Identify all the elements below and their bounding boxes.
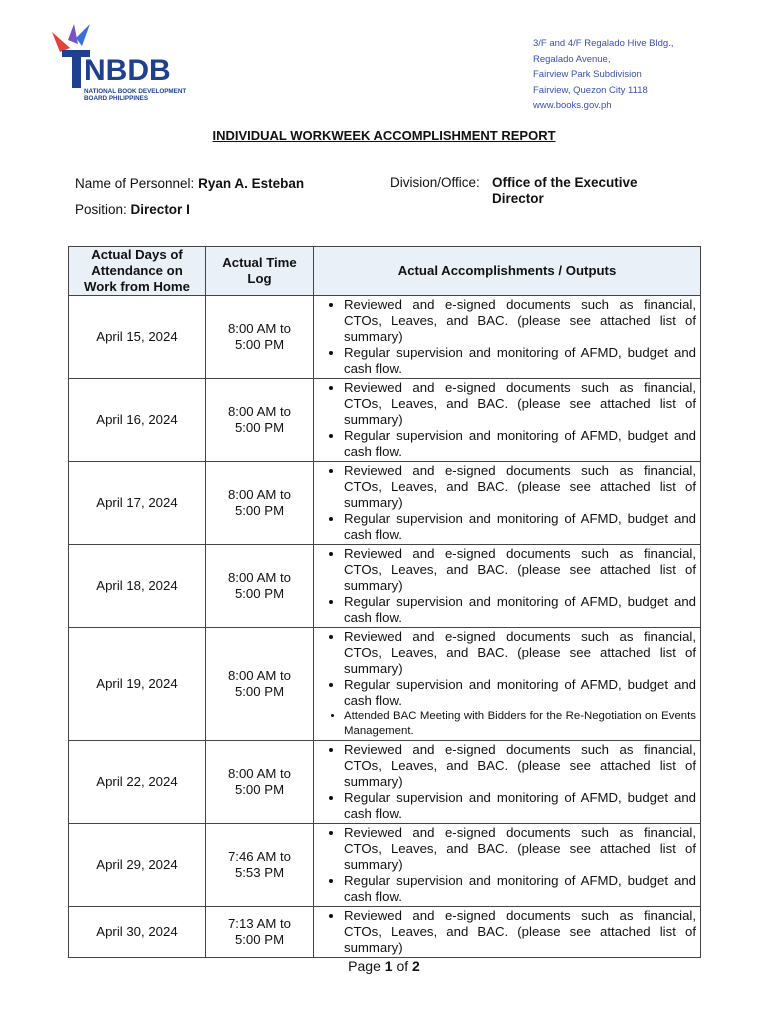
position-label: Position: <box>75 202 127 217</box>
accomplishment-item: • Regular supervision and monitoring of AFMD, budget and cash flow. <box>344 677 696 709</box>
row-accomplishments <box>314 824 701 907</box>
address-line: 3/F and 4/F Regalado Hive Bldg., <box>533 38 674 49</box>
position-value: Director I <box>130 202 190 217</box>
row-time-log: 8:00 AM to 5:00 PM <box>206 628 314 741</box>
accomplishment-item: • Regular supervision and monitoring of AFMD, budget and cash flow. <box>344 790 696 822</box>
accomplishment-item: • Reviewed and e-signed documents such as financial, CTOs, Leaves, and BAC. (please see attached list of summary) <box>344 297 696 345</box>
accomplishment-item: • Attended BAC Meeting with Bidders for the Re-Negotiation on Events Management. <box>344 709 696 739</box>
row-time-log: 8:00 AM to 5:00 PM <box>206 379 314 462</box>
table-row <box>69 296 701 379</box>
accomplishment-item: • Reviewed and e-signed documents such as financial, CTOs, Leaves, and BAC. (please see attached list of summary) <box>344 742 696 790</box>
accomplishment-list <box>318 825 696 905</box>
accomplishment-item: • Regular supervision and monitoring of AFMD, budget and cash flow. <box>344 428 696 460</box>
row-accomplishments <box>314 741 701 824</box>
page-total: 2 <box>412 958 420 974</box>
accomplishment-item: • Regular supervision and monitoring of AFMD, budget and cash flow. <box>344 511 696 543</box>
division-label: Division/Office: <box>390 175 480 190</box>
table-row <box>69 628 701 741</box>
table-body <box>69 296 701 958</box>
table-row <box>69 907 701 958</box>
accomplishment-item: • Reviewed and e-signed documents such as financial, CTOs, Leaves, and BAC. (please see attached list of summary) <box>344 380 696 428</box>
address-block <box>533 36 673 114</box>
header-accomplishments: Actual Accomplishments / Outputs <box>314 247 701 296</box>
name-field <box>75 176 304 191</box>
accomplishment-item: • Reviewed and e-signed documents such as financial, CTOs, Leaves, and BAC. (please see attached list of summary) <box>344 629 696 677</box>
nbdb-logo <box>48 20 198 115</box>
address-line: Fairview, Quezon City 1118 <box>533 84 648 96</box>
website-line: www.books.gov.ph <box>533 100 612 112</box>
row-time-log: 8:00 AM to 5:00 PM <box>206 296 314 379</box>
table-row <box>69 741 701 824</box>
name-label: Name of Personnel: <box>75 176 195 191</box>
logo-abbr: NBDB <box>84 54 171 87</box>
row-time-log: 8:00 AM to 5:00 PM <box>206 741 314 824</box>
accomplishment-item: • Reviewed and e-signed documents such as financial, CTOs, Leaves, and BAC. (please see attached list of summary) <box>344 825 696 873</box>
division-value: Office of the Executive Director <box>492 175 638 206</box>
row-accomplishments <box>314 296 701 379</box>
accomplishment-list <box>318 380 696 460</box>
page-of: of <box>396 958 409 974</box>
row-time-log: 8:00 AM to 5:00 PM <box>206 462 314 545</box>
row-time-log: 7:46 AM to 5:53 PM <box>206 824 314 907</box>
table-row <box>69 545 701 628</box>
accomplishment-item: • Regular supervision and monitoring of AFMD, budget and cash flow. <box>344 873 696 905</box>
accomplishment-item: • Regular supervision and monitoring of AFMD, budget and cash flow. <box>344 345 696 377</box>
row-date: April 15, 2024 <box>69 296 206 379</box>
table-row <box>69 824 701 907</box>
table-row <box>69 379 701 462</box>
logo-org-name: NATIONAL BOOK DEVELOPMENT BOARD PHILIPPINES <box>84 88 187 102</box>
position-field <box>75 202 190 217</box>
page-number: 1 <box>384 958 393 974</box>
address-line: Regalado Avenue, <box>533 53 611 65</box>
row-accomplishments <box>314 462 701 545</box>
row-accomplishments <box>314 545 701 628</box>
report-title: INDIVIDUAL WORKWEEK ACCOMPLISHMENT REPORT <box>212 128 556 143</box>
row-accomplishments <box>314 628 701 741</box>
page-footer <box>0 958 768 974</box>
row-date: April 18, 2024 <box>69 545 206 628</box>
row-date: April 17, 2024 <box>69 462 206 545</box>
row-date: April 29, 2024 <box>69 824 206 907</box>
table-row <box>69 462 701 545</box>
header-attendance: Actual Days of Attendance on Work from Home <box>69 247 206 296</box>
page-prefix: Page <box>348 958 381 974</box>
name-value: Ryan A. Esteban <box>198 176 305 191</box>
accomplishment-table <box>68 246 701 958</box>
accomplishment-list <box>318 629 696 739</box>
row-time-log: 7:13 AM to 5:00 PM <box>206 907 314 958</box>
address-line: Fairview Park Subdivision <box>533 69 642 81</box>
accomplishment-item: • Reviewed and e-signed documents such as financial, CTOs, Leaves, and BAC. (please see attached list of summary) <box>344 908 696 956</box>
row-date: April 22, 2024 <box>69 741 206 824</box>
row-date: April 30, 2024 <box>69 907 206 958</box>
accomplishment-item: • Reviewed and e-signed documents such as financial, CTOs, Leaves, and BAC. (please see attached list of summary) <box>344 546 696 594</box>
accomplishment-list <box>318 463 696 543</box>
accomplishment-item: • Regular supervision and monitoring of AFMD, budget and cash flow. <box>344 594 696 626</box>
row-date: April 19, 2024 <box>69 628 206 741</box>
accomplishment-list <box>318 297 696 377</box>
row-accomplishments <box>314 907 701 958</box>
row-time-log: 8:00 AM to 5:00 PM <box>206 545 314 628</box>
accomplishment-list <box>318 546 696 626</box>
row-date: April 16, 2024 <box>69 379 206 462</box>
accomplishment-list <box>318 742 696 822</box>
header-time-log: Actual Time Log <box>206 247 314 296</box>
accomplishment-list <box>318 908 696 956</box>
accomplishment-item: • Reviewed and e-signed documents such as financial, CTOs, Leaves, and BAC. (please see attached list of summary) <box>344 463 696 511</box>
row-accomplishments <box>314 379 701 462</box>
table-header-row <box>69 247 701 296</box>
